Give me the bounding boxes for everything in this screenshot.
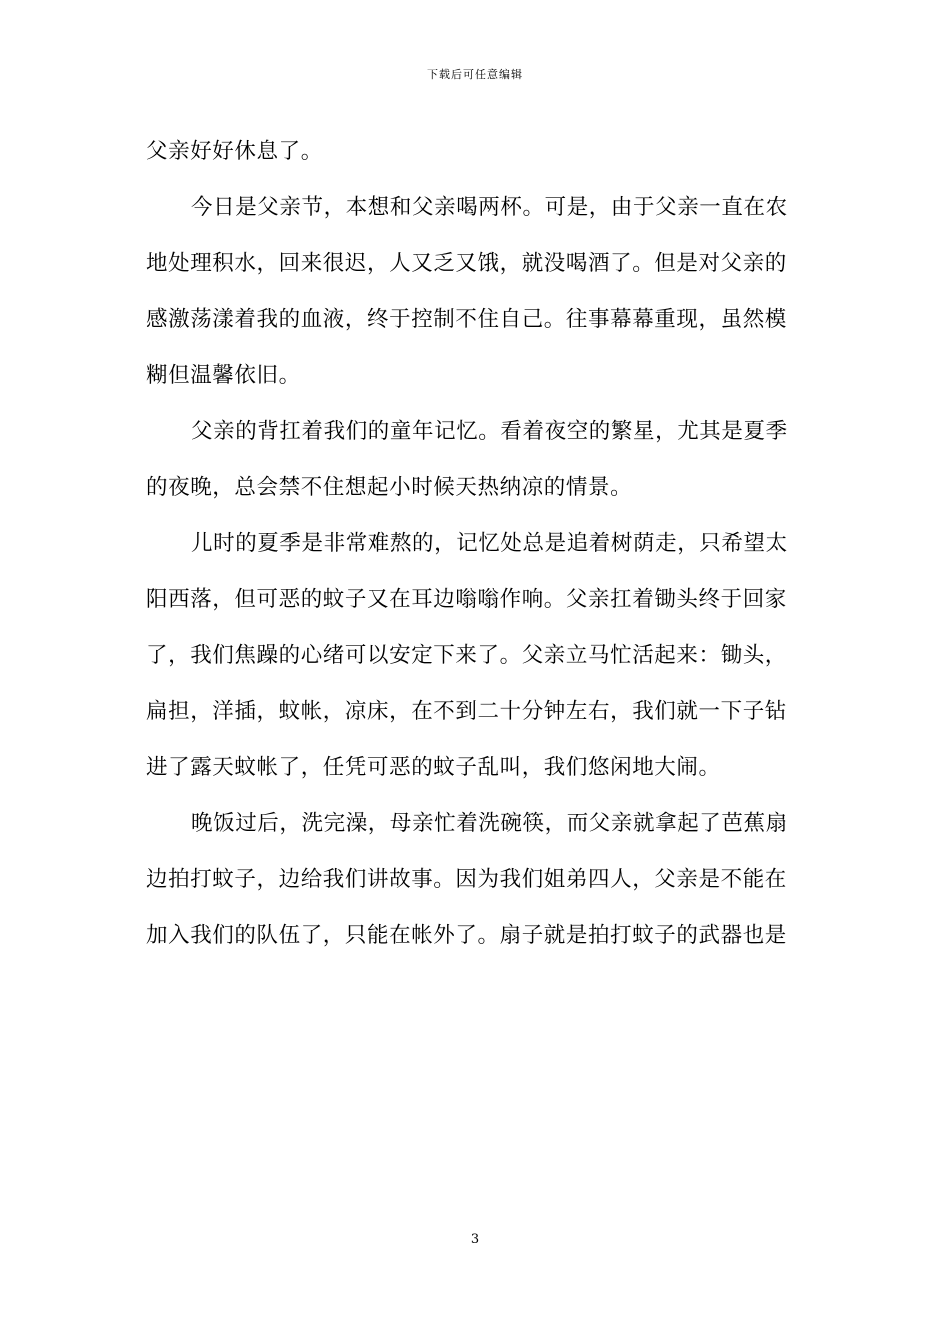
paragraph-continuation: 父亲好好休息了。 [146,139,323,164]
paragraph-summer: 儿时的夏季是非常难熬的，记忆处总是追着树荫走，只希望太阳西落，但可恶的蚊子又在耳边嗡嗡作响。父亲扛着锄头终于回家了，我们焦躁的心绪可以安定下来了。父亲立马忙活起来：锄头，扁担，洋插，蚊帐，凉床，在不到二十分钟左右，我们就一下子钻进了露天蚊帐了，任凭可恶的蚊子乱叫，我们悠闲地大闹。 [146,531,788,780]
paragraph-childhood-memory: 父亲的背扛着我们的童年记忆。看着夜空的繁星，尤其是夏季的夜晚，总会禁不住想起小时候天热纳凉的情景。 [146,419,788,500]
document-body [146,124,808,964]
paragraph-fathers-day: 今日是父亲节，本想和父亲喝两杯。可是，由于父亲一直在农地处理积水，回来很迟，人又乏又饿，就没喝酒了。但是对父亲的感激荡漾着我的血液，终于控制不住自己。往事幕幕重现，虽然模糊但温馨依旧。 [146,195,788,388]
paragraph-after-dinner: 晚饭过后，洗完澡，母亲忙着洗碗筷，而父亲就拿起了芭蕉扇边拍打蚊子，边给我们讲故事。因为我们姐弟四人，父亲是不能在加入我们的队伍了，只能在帐外了。扇子就是拍打蚊子的武器也是 [146,811,788,948]
page-header: 下载后可任意编辑 [427,68,523,81]
page-number: 3 [470,1232,480,1247]
